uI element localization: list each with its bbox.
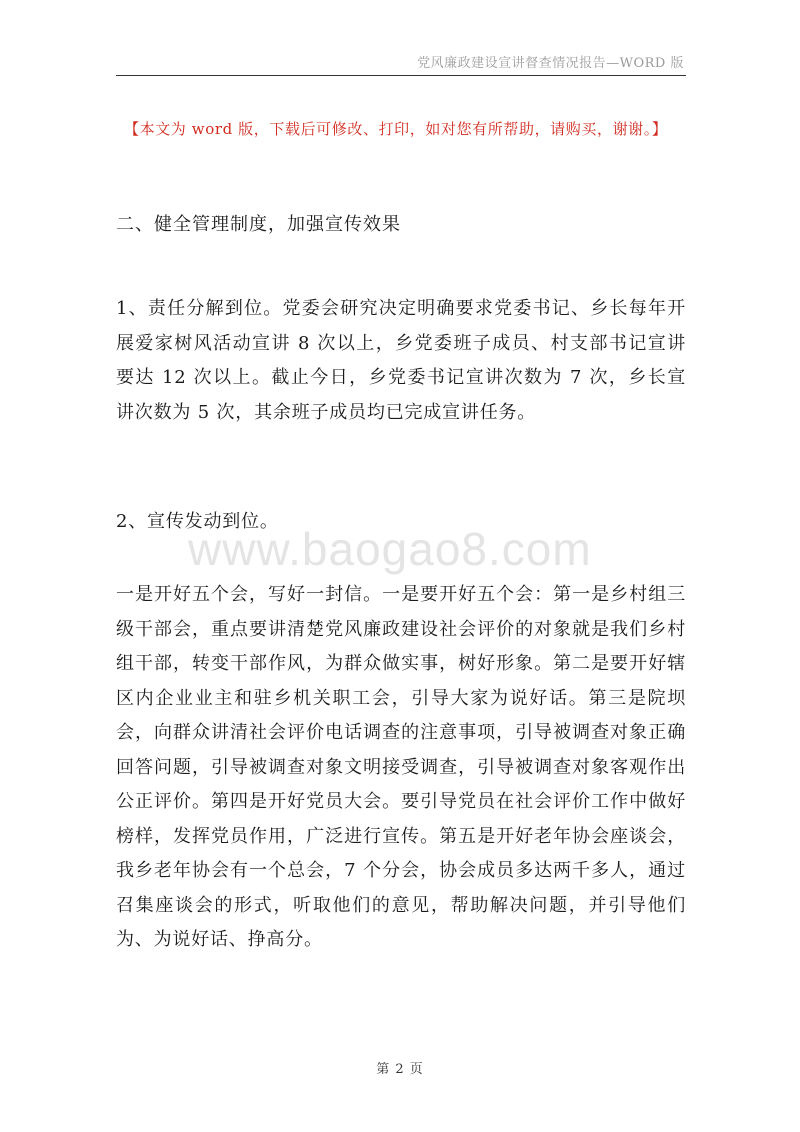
section-heading: 二、健全管理制度，加强宣传效果 <box>116 214 401 235</box>
page-number: 第 2 页 <box>376 1062 424 1077</box>
purchase-notice: 【本文为 word 版，下载后可修改、打印，如对您有所帮助，请购买，谢谢。】 <box>124 120 668 138</box>
header-divider <box>116 75 686 76</box>
watermark: www.baogao8.com <box>188 523 592 575</box>
paragraph-publicity-heading: 2、宣传发动到位。 <box>116 511 279 532</box>
paragraph-responsibility: 1、责任分解到位。党委会研究决定明确要求党委书记、乡长每年开展爱家树风活动宣讲 8 次以上，乡党委班子成员、村支部书记宣讲要达 12 次以上。截止今日，乡党委书记宣讲次数为 7 次，乡长宣讲次数为 5 次，其余班子成员均已完成宣讲任务。 <box>116 298 686 423</box>
page-header-title: 党风廉政建设宣讲督查情况报告—WORD 版 <box>417 56 684 71</box>
paragraph-five-meetings: 一是开好五个会，写好一封信。一是要开好五个会：第一是乡村组三级干部会，重点要讲清楚党风廉政建设社会评价的对象就是我们乡村组干部，转变干部作风，为群众做实事，树好形象。第二是要开好辖区内企业业主和驻乡机关职工会，引导大家为说好话。第三是院坝会，向群众讲清社会评价电话调查的注意事项，引导被调查对象正确回答问题，引导被调查对象文明接受调查，引导被调查对象客观作出公正评价。第四是开好党员大会。要引导党员在社会评价工作中做好榜样，发挥党员作用，广泛进行宣传。第五是开好老年协会座谈会，我乡老年协会有一个总会，7 个分会，协会成员多达两千多人，通过召集座谈会的形式，听取他们的意见，帮助解决问题，并引导他们为、为说好话、挣高分。 <box>116 584 686 950</box>
